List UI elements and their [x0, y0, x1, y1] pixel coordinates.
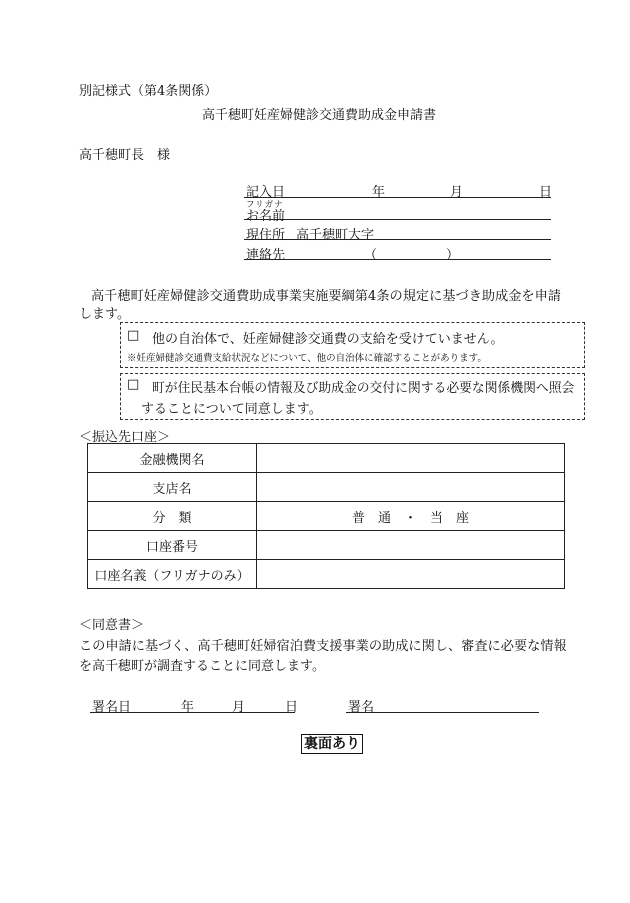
check-item-2-text-line1: 町が住民基本台帳の情報及び助成金の交付に関する必要な関係機関へ照会 — [152, 381, 575, 396]
sign-date-month: 月 — [232, 700, 246, 715]
name-field-line[interactable] — [244, 219, 551, 220]
contact-paren-close: ） — [446, 248, 460, 263]
address-field-line[interactable] — [244, 239, 551, 240]
account-holder-label: 口座名義（フリガナのみ） — [88, 560, 257, 589]
account-type-options[interactable]: 普 通 ・ 当 座 — [257, 502, 565, 531]
sign-date-line[interactable] — [90, 712, 295, 713]
contact-label: 連絡先 — [246, 248, 286, 263]
name-label: お名前 — [246, 209, 286, 224]
account-number-input[interactable] — [257, 531, 565, 560]
date-field-line[interactable] — [244, 197, 551, 198]
branch-name-label: 支店名 — [88, 473, 257, 502]
consent-text-line2: を高千穂町が調査することに同意します。 — [79, 659, 325, 674]
checkbox-2[interactable]: □ — [127, 377, 140, 392]
checkbox-1[interactable]: □ — [127, 328, 140, 343]
contact-field-line[interactable] — [244, 259, 551, 260]
application-statement-line1: 高千穂町妊産婦健診交通費助成事業実施要綱第4条の規定に基づき助成金を申請 — [91, 289, 561, 304]
bank-heading: ＜振込先口座＞ — [79, 430, 171, 445]
application-statement-line2: します。 — [79, 307, 130, 322]
branch-name-input[interactable] — [257, 473, 565, 502]
table-row — [88, 473, 565, 502]
sign-date-label: 署名日 — [92, 700, 132, 715]
back-side-note: 裏面あり — [301, 734, 363, 754]
signature-label: 署名 — [348, 700, 375, 715]
table-row — [88, 560, 565, 589]
sign-date-day: 日 — [285, 700, 299, 715]
date-label: 記入日 — [246, 185, 286, 200]
check-item-2-text-line2: することについて同意します。 — [141, 402, 322, 417]
form-label: 別記様式（第4条関係） — [79, 84, 218, 99]
table-row — [88, 502, 565, 531]
bank-account-table — [87, 443, 565, 589]
contact-paren-open: （ — [364, 248, 378, 263]
date-month: 月 — [450, 185, 464, 200]
check-item-1-note: ※妊産婦健診交通費支給状況などについて、他の自治体に確認することがあります。 — [127, 353, 487, 364]
account-type-label: 分 類 — [88, 502, 257, 531]
addressee: 高千穂町長 様 — [79, 148, 171, 163]
page-title: 高千穂町妊産婦健診交通費助成金申請書 — [202, 108, 437, 123]
check-item-1-text: 他の自治体で、妊産婦健診交通費の支給を受けていません。 — [152, 332, 504, 347]
sign-date-year: 年 — [181, 700, 195, 715]
account-holder-input[interactable] — [257, 560, 565, 589]
date-day: 日 — [539, 185, 553, 200]
furigana-label: フリガナ — [246, 200, 284, 210]
date-year: 年 — [372, 185, 386, 200]
consent-text-line1: この申請に基づく、高千穂町妊婦宿泊費支援事業の助成に関し、審査に必要な情報 — [79, 639, 567, 654]
address-label: 現住所 — [246, 228, 286, 243]
bank-name-label: 金融機関名 — [88, 444, 257, 473]
signature-line[interactable] — [346, 712, 539, 713]
bank-name-input[interactable] — [257, 444, 565, 473]
consent-heading: ＜同意書＞ — [79, 618, 145, 633]
table-row — [88, 444, 565, 473]
table-row — [88, 531, 565, 560]
account-number-label: 口座番号 — [88, 531, 257, 560]
address-value: 高千穂町大字 — [296, 228, 375, 243]
